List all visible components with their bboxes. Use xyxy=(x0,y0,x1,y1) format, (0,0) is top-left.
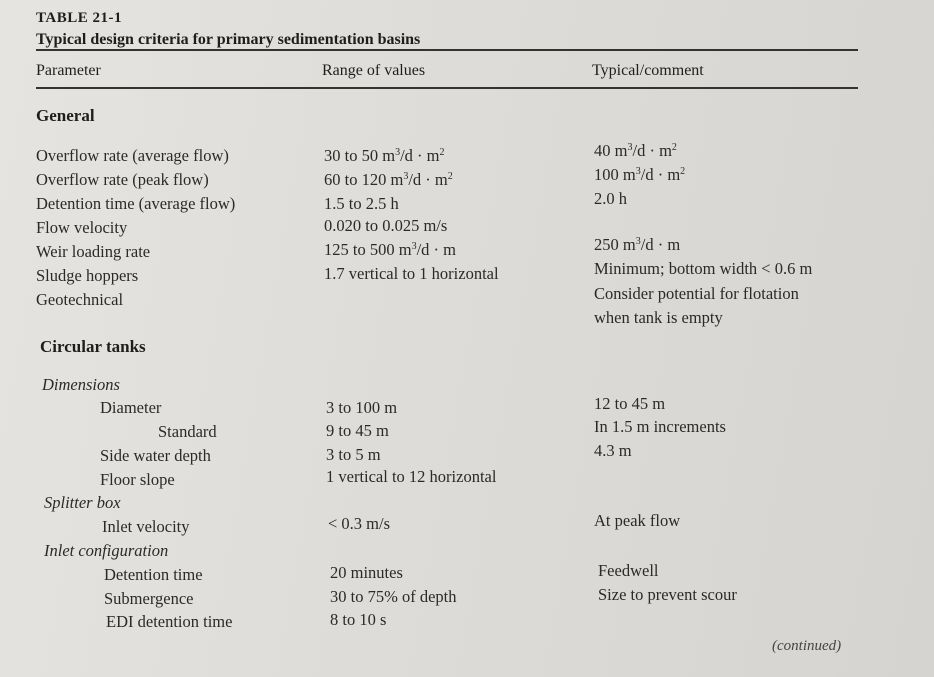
range-edi-detention: 8 to 10 s xyxy=(330,610,387,629)
param-overflow-avg: Overflow rate (average flow) xyxy=(36,146,229,165)
param-standard: Standard xyxy=(158,422,217,441)
typical-overflow-peak: 100 $m^3/d \cdot m^2$ xyxy=(594,165,686,184)
top-rule xyxy=(36,49,858,51)
param-flow-velocity: Flow velocity xyxy=(36,218,128,237)
param-geotechnical: Geotechnical xyxy=(36,290,124,309)
continued-note: (continued) xyxy=(772,638,842,654)
table-title: Typical design criteria for primary sedimentation basins xyxy=(36,31,421,48)
typical-submergence: Size to prevent scour xyxy=(598,585,737,604)
range-overflow-avg: 30 to 50 $m^3/d \cdot m^2$ xyxy=(324,146,445,165)
param-edi-detention: EDI detention time xyxy=(106,612,233,631)
range-overflow-peak: 60 to 120 $m^3/d \cdot m^2$ xyxy=(324,170,453,189)
param-inlet-config: Inlet configuration xyxy=(44,541,169,560)
range-diameter: 3 to 100 m xyxy=(326,398,398,417)
range-inlet-velocity: < 0.3 m/s xyxy=(328,514,391,533)
typical-weir-loading: 250 $m^3/d \cdot m$ xyxy=(594,235,681,254)
typical-inlet-detention: Feedwell xyxy=(598,561,659,580)
param-weir-loading: Weir loading rate xyxy=(36,242,151,261)
range-weir-loading: 125 to 500 $m^3/d \cdot m$ xyxy=(324,240,456,259)
typical-geotechnical-2: when tank is empty xyxy=(594,308,723,327)
param-overflow-peak: Overflow rate (peak flow) xyxy=(36,170,209,189)
table-label: TABLE 21-1 xyxy=(36,10,122,26)
section-general: General xyxy=(36,106,95,125)
typical-side-water-depth: 4.3 m xyxy=(594,441,632,460)
range-submergence: 30 to 75% of depth xyxy=(330,587,457,606)
typical-geotechnical-1: Consider potential for flotation xyxy=(594,284,799,303)
param-inlet-detention: Detention time xyxy=(104,565,203,584)
param-dimensions: Dimensions xyxy=(42,375,120,394)
param-splitter-box: Splitter box xyxy=(44,493,121,512)
typical-diameter: 12 to 45 m xyxy=(594,394,666,413)
typical-standard: In 1.5 m increments xyxy=(594,417,726,436)
header-rule xyxy=(36,87,858,89)
range-standard: 9 to 45 m xyxy=(326,421,389,440)
typical-detention-avg: 2.0 h xyxy=(594,189,627,208)
typical-overflow-avg: 40 $m^3/d \cdot m^2$ xyxy=(594,141,677,160)
range-flow-velocity: 0.020 to 0.025 m/s xyxy=(324,216,448,235)
range-inlet-detention: 20 minutes xyxy=(330,563,403,582)
header-parameter: Parameter xyxy=(36,62,101,79)
range-sludge-hoppers: 1.7 vertical to 1 horizontal xyxy=(324,264,499,283)
header-range: Range of values xyxy=(322,62,426,79)
param-side-water-depth: Side water depth xyxy=(100,446,211,465)
typical-sludge-hoppers: Minimum; bottom width < 0.6 m xyxy=(594,259,813,278)
param-detention-avg: Detention time (average flow) xyxy=(36,194,236,213)
param-sludge-hoppers: Sludge hoppers xyxy=(36,266,139,285)
range-floor-slope: 1 vertical to 12 horizontal xyxy=(326,467,497,486)
param-floor-slope: Floor slope xyxy=(100,470,175,489)
range-side-water-depth: 3 to 5 m xyxy=(326,445,381,464)
typical-inlet-velocity: At peak flow xyxy=(594,511,681,530)
range-detention-avg: 1.5 to 2.5 h xyxy=(324,194,399,213)
param-diameter: Diameter xyxy=(100,398,162,417)
section-circular: Circular tanks xyxy=(40,337,146,356)
param-submergence: Submergence xyxy=(104,589,194,608)
header-typical: Typical/comment xyxy=(592,62,704,79)
param-inlet-velocity: Inlet velocity xyxy=(102,517,190,536)
